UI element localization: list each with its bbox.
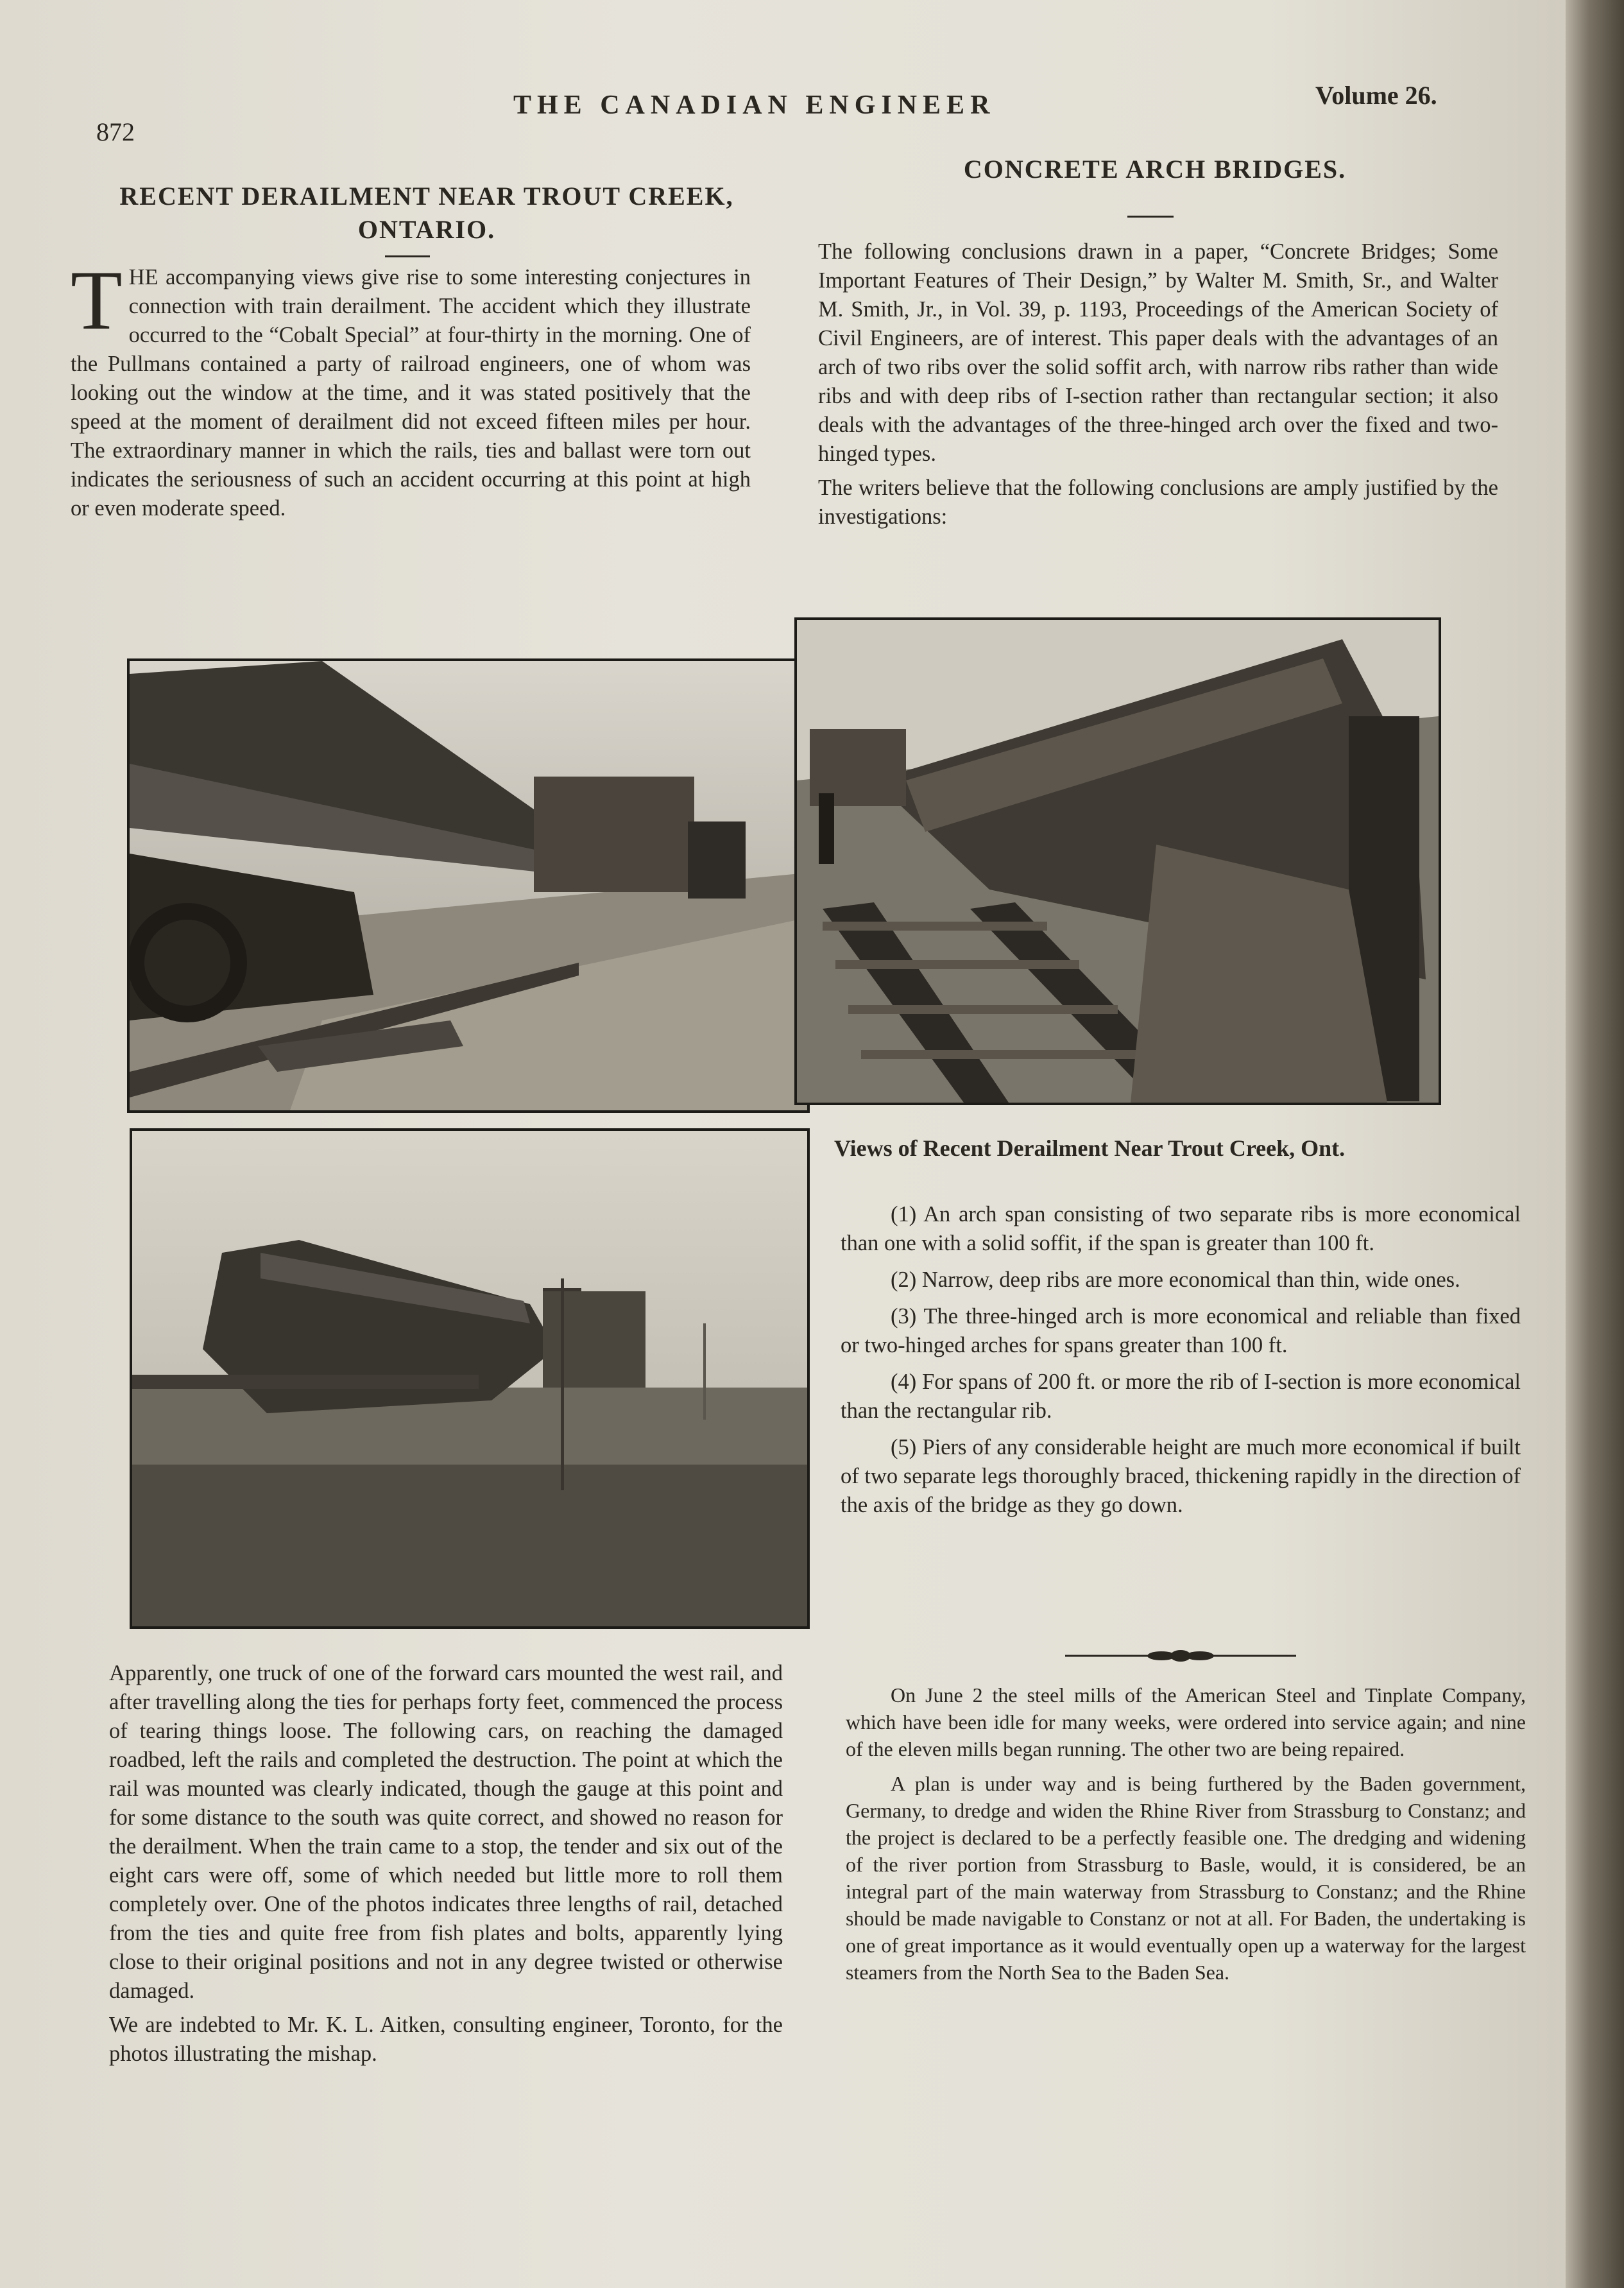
derailment-para2: Apparently, one truck of one of the forward cars mounted the west rail, and after travelling along the ties for perhaps forty feet, commenced the process of tearing things loose. The following cars, on reaching the damaged roadbed, left the rails and completed the destruction. The point at which the rail was mounted was clearly indicated, though the gauge at this point and for some distance to the south was quite correct, and showed no reason for the derailment. When the train came to a stop, the tender and six out of the eight cars were off, some of which needed but little more to roll them completely over. One of the photos indicates three lengths of rail, detached from the ties and quite free from fish plates and bolts, apparently lying close to their original positions and not in any degree twisted or otherwise damaged.: [109, 1661, 783, 2003]
news-rhine-river: A plan is under way and is being furthered by the Baden government, Germany, to dredge and widen the Rhine River from Strassburg to Constanz; and the project is declared to be a perfectly feasible one. The dredging and widening of the river portion from Strassburg to Basle, would, it is considered, be an integral part of the main waterway from Strassburg to Constanz; and the Rhine should be made navigable to Constanz or not at all. For Baden, the undertaking is one of great importance as it would eventually open up a waterway for the largest steamers from the North Sea to the Baden Sea.: [846, 1772, 1526, 1984]
derailment-continued: [109, 1659, 783, 2074]
derailment-title-line1: RECENT DERAILMENT NEAR TROUT CREEK,: [119, 182, 734, 211]
photo-overturned-car-track-image: [797, 620, 1439, 1103]
drop-cap: T: [71, 253, 123, 347]
title-rule: [1127, 216, 1174, 218]
conclusions-list: [841, 1200, 1521, 1527]
conclusion-item: (1) An arch span consisting of two separate ribs is more economical than one with a solid soffit, if the span is greater than 100 ft.: [841, 1202, 1521, 1255]
derailment-para3: We are indebted to Mr. K. L. Aitken, consulting engineer, Toronto, for the photos illustrating the mishap.: [109, 2013, 783, 2066]
conclusion-item: (3) The three-hinged arch is more economical and reliable than fixed or two-hinged arches for spans greater than 100 ft.: [841, 1304, 1521, 1357]
volume-label: Volume 26.: [1315, 81, 1437, 110]
news-items: [846, 1682, 1526, 1993]
photo-overturned-car-field: [130, 1128, 810, 1629]
title-rule: [385, 255, 430, 257]
derailment-title-line2: ONTARIO.: [357, 215, 496, 244]
news-steel-mills: On June 2 the steel mills of the American Steel and Tinplate Company, which have been idle for many weeks, were ordered into service again; and nine of the eleven mills began running. The other two are being repaired.: [846, 1683, 1526, 1760]
concrete-arch-para2: The writers believe that the following conclusions are amply justified by the investigations:: [818, 476, 1498, 529]
conclusion-item: (2) Narrow, deep ribs are more economical than thin, wide ones.: [891, 1268, 1460, 1292]
page-number: 872: [96, 117, 135, 146]
photo-derailed-pullman-image: [130, 661, 807, 1110]
running-head: THE CANADIAN ENGINEER: [513, 90, 996, 120]
concrete-arch-para1: The following conclusions drawn in a paper, “Concrete Bridges; Some Important Features of Their Design,” by Walter M. Smith, Sr., and Walter M. Smith, Jr., in Vol. 39, p. 1193, Proceedings of the American Society of Civil Engineers, are of interest. This paper deals with the advantages of an arch of two ribs over the solid soffit arch, with narrow ribs rather than wide ribs and with deep ribs of I-section rather than rectangular section; it also deals with the advantages of the three-hinged arch over the fixed and two-hinged types.: [818, 239, 1498, 466]
photo-derailed-pullman: [127, 658, 810, 1113]
book-spine-shadow: [1566, 0, 1624, 2288]
concrete-arch-intro: [818, 237, 1498, 537]
photo-overturned-car-field-image: [132, 1131, 807, 1626]
section-divider-ornament: [1065, 1649, 1296, 1662]
conclusion-item: (5) Piers of any considerable height are much more economical if built of two separate legs thoroughly braced, thickening rapidly in the direction of the axis of the bridge as they go down.: [841, 1435, 1521, 1517]
conclusion-item: (4) For spans of 200 ft. or more the rib of I-section is more economical than the rectangular rib.: [841, 1370, 1521, 1423]
photo-caption: Views of Recent Derailment Near Trout Creek, Ont.: [834, 1135, 1346, 1161]
photo-overturned-car-track: [794, 617, 1441, 1105]
derailment-para1: HE accompanying views give rise to some interesting conjectures in connection with train derailment. The accident which they illustrate occurred to the “Cobalt Special” at four-thirty in the morning. One of the Pullmans contained a party of railroad engineers, one of whom was looking out the window at the time, and it was stated positively that the speed at the moment of derailment did not exceed fifteen miles per hour. The extraordinary manner in which the rails, ties and ballast were torn out indicates the seriousness of such an accident occurring at this point at high or even moderate speed.: [71, 265, 751, 520]
derailment-title: [64, 180, 789, 246]
derailment-intro: [71, 253, 751, 523]
concrete-arch-title: CONCRETE ARCH BRIDGES.: [963, 155, 1347, 184]
